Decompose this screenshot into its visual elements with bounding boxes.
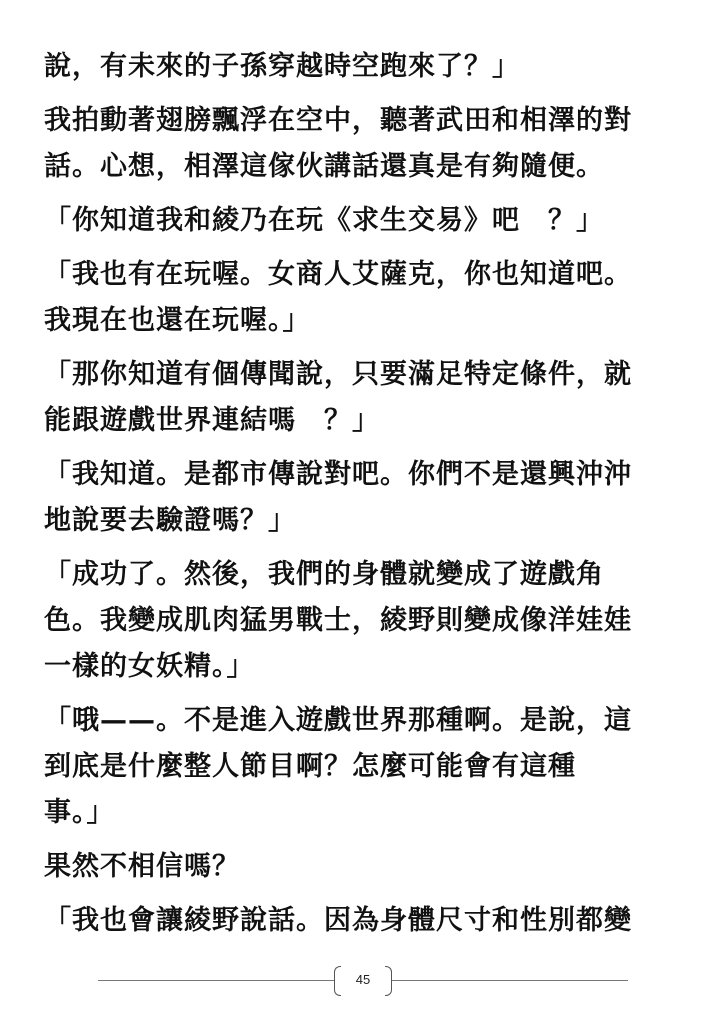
text-line: 我現在也還在玩喔。」 — [44, 305, 311, 336]
page-number-box — [334, 964, 392, 996]
footer-rule-right — [392, 980, 628, 981]
page-footer — [0, 962, 724, 998]
right-bracket-ornament — [385, 966, 392, 996]
text-line: 事。」 — [44, 797, 115, 828]
paragraph — [44, 198, 684, 244]
text-line: 能跟遊戲世界連結嗎 ？」 — [44, 405, 380, 436]
text-line: 「我也有在玩喔。女商人艾薩克，你也知道吧。 — [44, 259, 632, 290]
text-line: 「我也會讓綾野說話。因為身體尺寸和性別都變 — [44, 905, 632, 936]
paragraph — [44, 452, 684, 544]
paragraph — [44, 352, 684, 444]
page-number: 45 — [355, 972, 371, 987]
text-line: 「哦——。不是進入遊戲世界那種啊。是說，這 — [44, 705, 632, 736]
paragraph — [44, 252, 684, 344]
text-line: 我拍動著翅膀飄浮在空中，聽著武田和相澤的對 — [44, 105, 632, 136]
paragraph — [44, 898, 684, 944]
text-line: 果然不相信嗎？ — [44, 851, 240, 882]
text-line: 一樣的女妖精。」 — [44, 651, 255, 682]
text-line: 說，有未來的子孫穿越時空跑來了？」 — [44, 51, 520, 82]
text-line: 「那你知道有個傳聞說，只要滿足特定條件，就 — [44, 359, 632, 390]
text-line: 地說要去驗證嗎？」 — [44, 505, 296, 536]
paragraph — [44, 552, 684, 690]
paragraph — [44, 844, 684, 890]
text-line: 色。我變成肌肉猛男戰士，綾野則變成像洋娃娃 — [44, 605, 632, 636]
paragraph — [44, 44, 684, 90]
paragraph — [44, 98, 684, 190]
text-line: 「成功了。然後，我們的身體就變成了遊戲角 — [44, 559, 604, 590]
left-bracket-ornament — [334, 966, 341, 996]
paragraph — [44, 698, 684, 836]
text-line: 話。心想，相澤這傢伙講話還真是有夠隨便。 — [44, 151, 604, 182]
text-line: 「我知道。是都市傳說對吧。你們不是還興沖沖 — [44, 459, 632, 490]
text-body — [44, 44, 684, 952]
text-line: 到底是什麼整人節目啊？怎麼可能會有這種 — [44, 751, 576, 782]
footer-rule-left — [98, 980, 334, 981]
text-line: 「你知道我和綾乃在玩《求生交易》吧 ？」 — [44, 205, 604, 236]
